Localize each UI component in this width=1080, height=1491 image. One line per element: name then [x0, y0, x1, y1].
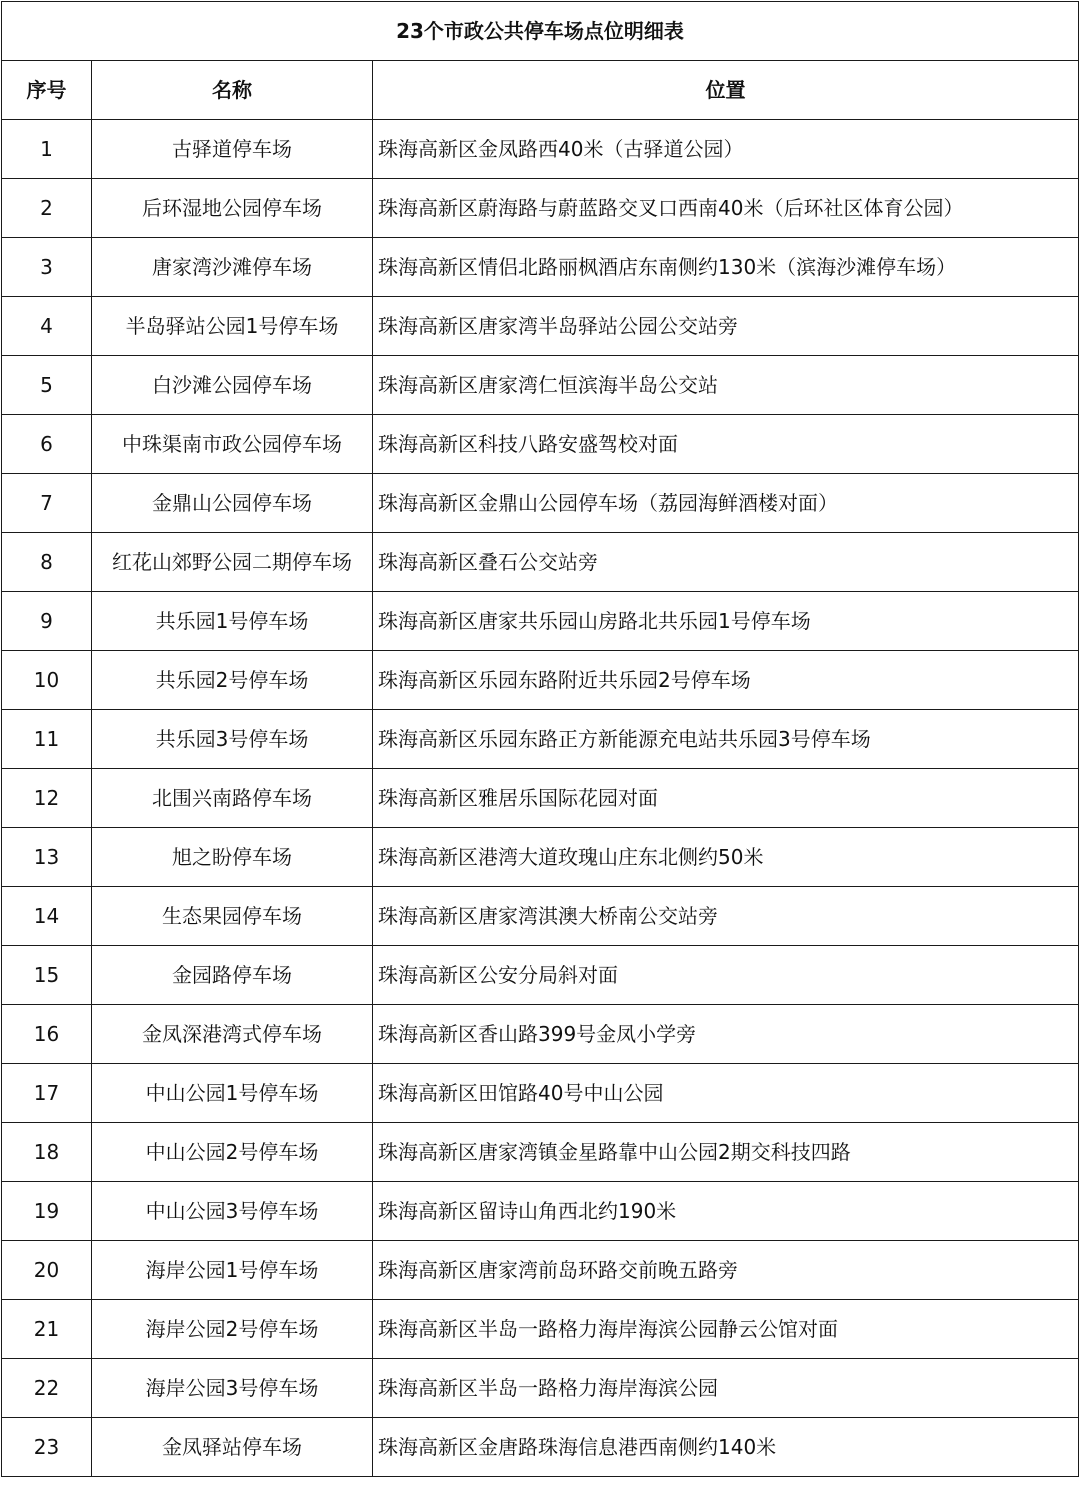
- header-location: 位置: [373, 61, 1079, 120]
- row-index-cell: 4: [2, 297, 92, 356]
- row-location-cell: 珠海高新区金唐路珠海信息港西南侧约140米: [373, 1418, 1079, 1477]
- row-name-cell: 中山公园2号停车场: [92, 1123, 373, 1182]
- row-index-cell: 20: [2, 1241, 92, 1300]
- row-location-cell: 珠海高新区唐家湾前岛环路交前晚五路旁: [373, 1241, 1079, 1300]
- row-index-cell: 2: [2, 179, 92, 238]
- row-name-cell: 旭之盼停车场: [92, 828, 373, 887]
- table-row: [2, 1359, 1079, 1418]
- row-location-cell: 珠海高新区香山路399号金凤小学旁: [373, 1005, 1079, 1064]
- row-name-cell: 中珠渠南市政公园停车场: [92, 415, 373, 474]
- row-name-cell: 白沙滩公园停车场: [92, 356, 373, 415]
- title-row: [2, 2, 1079, 61]
- table-row: [2, 946, 1079, 1005]
- table-row: [2, 474, 1079, 533]
- row-index-cell: 21: [2, 1300, 92, 1359]
- table-row: [2, 356, 1079, 415]
- row-name-cell: 半岛驿站公园1号停车场: [92, 297, 373, 356]
- row-index-cell: 23: [2, 1418, 92, 1477]
- table-row: [2, 415, 1079, 474]
- table-row: [2, 297, 1079, 356]
- row-index-cell: 10: [2, 651, 92, 710]
- row-location-cell: 珠海高新区叠石公交站旁: [373, 533, 1079, 592]
- row-name-cell: 共乐园3号停车场: [92, 710, 373, 769]
- table-row: [2, 710, 1079, 769]
- row-name-cell: 古驿道停车场: [92, 120, 373, 179]
- table-row: [2, 887, 1079, 946]
- row-location-cell: 珠海高新区唐家湾镇金星路靠中山公园2期交科技四路: [373, 1123, 1079, 1182]
- row-location-cell: 珠海高新区金凤路西40米（古驿道公园）: [373, 120, 1079, 179]
- row-index-cell: 19: [2, 1182, 92, 1241]
- row-index-cell: 11: [2, 710, 92, 769]
- row-index-cell: 22: [2, 1359, 92, 1418]
- table-row: [2, 769, 1079, 828]
- parking-lot-table: [1, 1, 1079, 1477]
- table-row: [2, 1300, 1079, 1359]
- row-name-cell: 中山公园1号停车场: [92, 1064, 373, 1123]
- row-location-cell: 珠海高新区科技八路安盛驾校对面: [373, 415, 1079, 474]
- row-location-cell: 珠海高新区唐家湾仁恒滨海半岛公交站: [373, 356, 1079, 415]
- row-name-cell: 金凤深港湾式停车场: [92, 1005, 373, 1064]
- row-location-cell: 珠海高新区留诗山角西北约190米: [373, 1182, 1079, 1241]
- row-index-cell: 14: [2, 887, 92, 946]
- row-index-cell: 17: [2, 1064, 92, 1123]
- row-index-cell: 1: [2, 120, 92, 179]
- row-name-cell: 海岸公园3号停车场: [92, 1359, 373, 1418]
- row-index-cell: 5: [2, 356, 92, 415]
- row-location-cell: 珠海高新区半岛一路格力海岸海滨公园静云公馆对面: [373, 1300, 1079, 1359]
- row-location-cell: 珠海高新区公安分局斜对面: [373, 946, 1079, 1005]
- row-index-cell: 8: [2, 533, 92, 592]
- row-name-cell: 共乐园1号停车场: [92, 592, 373, 651]
- row-index-cell: 12: [2, 769, 92, 828]
- table-row: [2, 592, 1079, 651]
- table-row: [2, 828, 1079, 887]
- header-index: 序号: [2, 61, 92, 120]
- row-index-cell: 13: [2, 828, 92, 887]
- row-location-cell: 珠海高新区唐家湾淇澳大桥南公交站旁: [373, 887, 1079, 946]
- row-index-cell: 15: [2, 946, 92, 1005]
- row-location-cell: 珠海高新区半岛一路格力海岸海滨公园: [373, 1359, 1079, 1418]
- row-location-cell: 珠海高新区唐家湾半岛驿站公园公交站旁: [373, 297, 1079, 356]
- row-location-cell: 珠海高新区乐园东路附近共乐园2号停车场: [373, 651, 1079, 710]
- row-location-cell: 珠海高新区雅居乐国际花园对面: [373, 769, 1079, 828]
- row-name-cell: 金凤驿站停车场: [92, 1418, 373, 1477]
- row-name-cell: 金园路停车场: [92, 946, 373, 1005]
- row-index-cell: 18: [2, 1123, 92, 1182]
- row-name-cell: 北围兴南路停车场: [92, 769, 373, 828]
- row-index-cell: 6: [2, 415, 92, 474]
- row-name-cell: 唐家湾沙滩停车场: [92, 238, 373, 297]
- header-name: 名称: [92, 61, 373, 120]
- table-row: [2, 179, 1079, 238]
- row-index-cell: 3: [2, 238, 92, 297]
- table-row: [2, 1064, 1079, 1123]
- row-location-cell: 珠海高新区田馆路40号中山公园: [373, 1064, 1079, 1123]
- table-body: [2, 120, 1079, 1477]
- row-name-cell: 金鼎山公园停车场: [92, 474, 373, 533]
- table-row: [2, 651, 1079, 710]
- table-title: 23个市政公共停车场点位明细表: [2, 2, 1079, 61]
- table-row: [2, 1005, 1079, 1064]
- row-name-cell: 中山公园3号停车场: [92, 1182, 373, 1241]
- row-location-cell: 珠海高新区金鼎山公园停车场（荔园海鲜酒楼对面）: [373, 474, 1079, 533]
- row-location-cell: 珠海高新区情侣北路丽枫酒店东南侧约130米（滨海沙滩停车场）: [373, 238, 1079, 297]
- row-location-cell: 珠海高新区蔚海路与蔚蓝路交叉口西南40米（后环社区体育公园）: [373, 179, 1079, 238]
- row-location-cell: 珠海高新区乐园东路正方新能源充电站共乐园3号停车场: [373, 710, 1079, 769]
- table-row: [2, 120, 1079, 179]
- row-location-cell: 珠海高新区唐家共乐园山房路北共乐园1号停车场: [373, 592, 1079, 651]
- row-name-cell: 红花山郊野公园二期停车场: [92, 533, 373, 592]
- row-name-cell: 共乐园2号停车场: [92, 651, 373, 710]
- header-row: [2, 61, 1079, 120]
- table-row: [2, 1123, 1079, 1182]
- row-name-cell: 生态果园停车场: [92, 887, 373, 946]
- table-row: [2, 1418, 1079, 1477]
- table-row: [2, 238, 1079, 297]
- row-index-cell: 7: [2, 474, 92, 533]
- row-name-cell: 海岸公园1号停车场: [92, 1241, 373, 1300]
- table-row: [2, 533, 1079, 592]
- row-index-cell: 9: [2, 592, 92, 651]
- row-name-cell: 海岸公园2号停车场: [92, 1300, 373, 1359]
- table-row: [2, 1241, 1079, 1300]
- row-name-cell: 后环湿地公园停车场: [92, 179, 373, 238]
- row-index-cell: 16: [2, 1005, 92, 1064]
- table-row: [2, 1182, 1079, 1241]
- row-location-cell: 珠海高新区港湾大道玫瑰山庄东北侧约50米: [373, 828, 1079, 887]
